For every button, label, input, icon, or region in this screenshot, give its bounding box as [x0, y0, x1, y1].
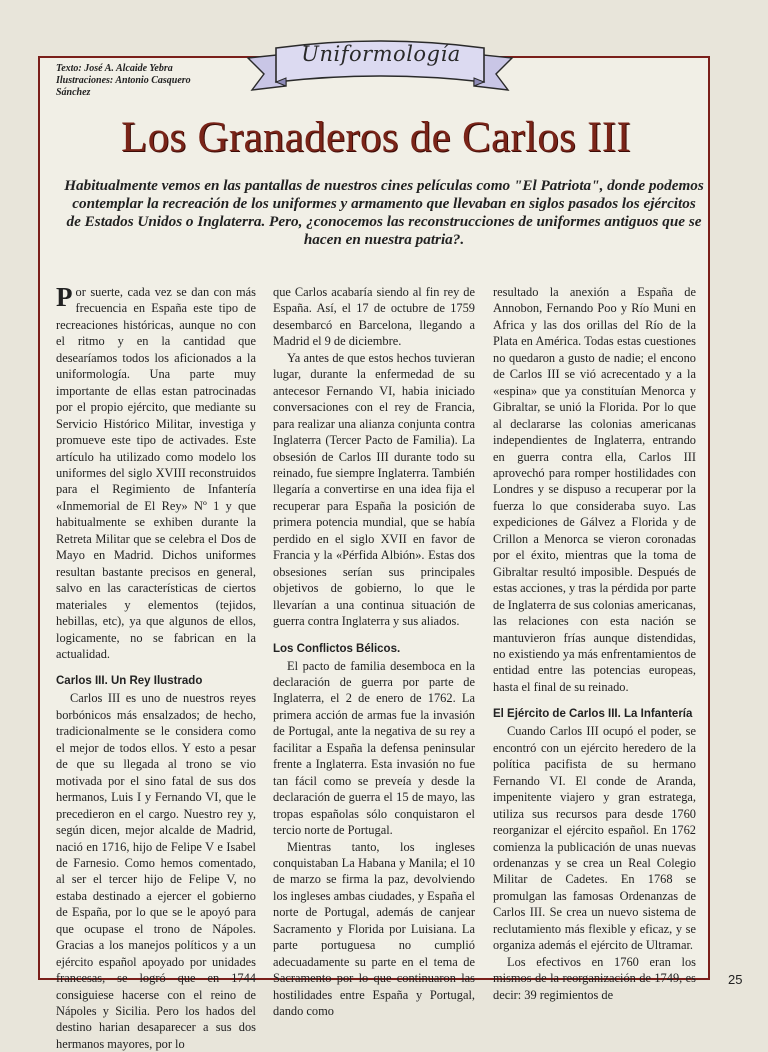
paragraph: El pacto de familia desemboca en la declaración de guerra por parte de Inglaterra, el 2 de enero de 1762. La primera acción de armas fue la invasión de Portugal, ante la negativa de su rey a facilitar a España la defensa peninsular frente a Inglaterra. Esta invasión no fue tan fácil como se preveía y desde la declaración de guerra el 15 de mayo, las tropas españolas sólo conquistaron el tercio norte de Portugal. [273, 658, 475, 838]
section-heading: El Ejército de Carlos III. La Infantería [493, 708, 693, 721]
paragraph: Los efectivos en 1760 eran los mismos de la reorganización de 1749, es decir: 39 regimientos de [493, 954, 696, 1002]
paragraph: que Carlos acabaría siendo al fin rey de España. Así, el 17 de octubre de 1759 desembarcó en Barcelona, llegando a Madrid el 9 de diciembre. [273, 285, 475, 349]
paragraph: Carlos III es uno de nuestros reyes borbónicos más ensalzados; de hecho, tradicionalmente se le considera como el mejor de todos ellos. Y esto a pesar de que su llegada al trono se vio motivada por el sino fatal de sus dos hermanos, Luis I y Fernando VI, que le precedieron en el cargo. Nuestro rey y, según dicen, mejor alcalde de Madrid, nació en 1716, hijo de Felipe V e Isabel de Farnesio. Como hemos comentado, al ser el tercer hijo de Felipe V, no estaba destinado a ejercer el gobierno de España, por lo que se le apoyó para que ocupase el trono de Nápoles. Gracias a los manejos políticos y a un ejército español apoyado por unidades francesas, se logró que en 1744 consiguiese hacerse con el reino de Nápoles y Sicilia. Pero los hados del destino harian desaparecer a sus dos hermanos mayores, por lo [56, 691, 256, 1051]
section-banner-label: Uniformología [301, 42, 461, 66]
column-1 [56, 284, 256, 1052]
section-heading: Carlos III. Un Rey Ilustrado [56, 675, 203, 688]
page-number: 25 [728, 972, 743, 987]
drop-cap: P [56, 282, 73, 312]
credits-illustrator: Ilustraciones: Antonio Casquero [56, 75, 191, 86]
paragraph: Cuando Carlos III ocupó el poder, se encontró con un ejército heredero de la política pacifista de su hermano Fernando VI. El conde de Aranda, impenitente viajero y gran estratega, utiliza sus recursos para desde 1760 reorganizar el ejército español. En 1762 comienza la publicación de unas nuevas ordenanzas y se crea un Real Colegio Militar de Cadetes. En 1768 se promulgan las famosas Ordenanzas de Carlos III. Se crea un nuevo sistema de reclutamiento más flexible y eficaz, y se organiza además el ejército de Ultramar. [493, 724, 696, 953]
column-2 [273, 284, 475, 1019]
column-3 [493, 284, 696, 1003]
credits [56, 63, 191, 99]
paragraph: Mientras tanto, los ingleses conquistaban La Habana y Manila; el 10 de marzo se firma la paz, devolviendo los ingleses ambas ciudades, y España el norte de Portugal, además de canjear Sacramento y Florida por Luisiana. La parte portuguesa no cumplió adecuadamente su parte en el tema de Sacramento por lo que continuaron las hostilidades entre España y Portugal, dando como [273, 839, 475, 1019]
article-title: Los Granaderos de Carlos III [121, 114, 631, 161]
paragraph [56, 284, 256, 662]
section-heading: Los Conflictos Bélicos. [273, 642, 401, 655]
paragraph-text: or suerte, cada vez se dan con más frecuencia en España este tipo de recreaciones históricas, aunque no con el ritmo y en la cantidad que desearíamos todos los aficionados a la uniformología. Una parte muy importante de ellas estan patrocinadas por el propio ejército, que mediante su Servicio Histórico Militar, investiga y promueve este tipo de activades. Este artículo ha utilizado como modelo los uniformes del siglo XVIII reconstruidos para el Regimiento de Infantería «Inmemorial de El Rey» Nº 1 y que habitualmente se exhiben durante la Retreta Militar que se celebra el Dos de Mayo en Madrid. Dichos uniformes resultan bastante precisos en general, salvo en las características de ciertos materiales y elementos (tejidos, hebillas, etc), ya que algunos de ellos, logicamente, no se fabrican en la actualidad. [56, 285, 256, 661]
paragraph: Ya antes de que estos hechos tuvieran lugar, durante la enfermedad de su antecesor Fernando VI, habia iniciado conversaciones con el rey de Francia, para realizar una alianza conjunta contra Inglaterra (Tercer Pacto de Familia). La obsesión de Carlos III durante todo su reinado, fue siempre Inglaterra. También llegaría a convertirse en una idea fija el recuperar para España la posición de primera potencia mundial, que se había perdido en el siglo XVII en favor de Francia y la «Pérfida Albión». Estas dos obsesiones serían sus principales objetivos de gobierno, lo que le llevarían a una continua situación de guerra contra Inglaterra y sus aliados. [273, 350, 475, 629]
credits-author: Texto: José A. Alcaide Yebra [56, 63, 173, 74]
article-lead: Habitualmente vemos en las pantallas de nuestros cines películas como "El Patriota", donde podemos contemplar la recreación de los uniformes y armamento que llevaban en siglos pasados los ejércitos de Estados Unidos o Inglaterra. Pero, ¿conocemos las reconstrucciones de uniformes antiguos que se hacen en nuestra patria?. [64, 177, 704, 248]
paragraph: resultado la anexión a España de Annobon, Fernando Poo y Río Muni en Africa y las dos orillas del Río de la Plata en América. Todas estas cuestiones no quedaron a gusto de nadie; el encono de Carlos III se vió acrecentado y a la «espina» que ya constituían Menorca y Gibraltar, se unió la Florida. Por lo que al declararse las colonias americanas independientes de Inglaterra, entrando en guerra contra ella, Carlos III aprovechó para romper hostilidades con Londres y se dispuso a recuperar por la fuerza lo que consideraba suyo. Las expediciones de Gálvez a Florida y de Crillon a Menorca se vieron coronadas por el éxito, mientras que la toma de Gibraltar resultó imposible. Después de estas acciones, y tras la pérdida por parte de Inglaterra de sus colonias americanas, las relaciones con esta nación se mantuvieron frías aunque distendidas, no existiendo ya más enfrentamientos de entidad entre las potencias europeas, hasta el final de su reinado. [493, 285, 696, 694]
credits-illustrator-surname: Sánchez [56, 87, 91, 98]
